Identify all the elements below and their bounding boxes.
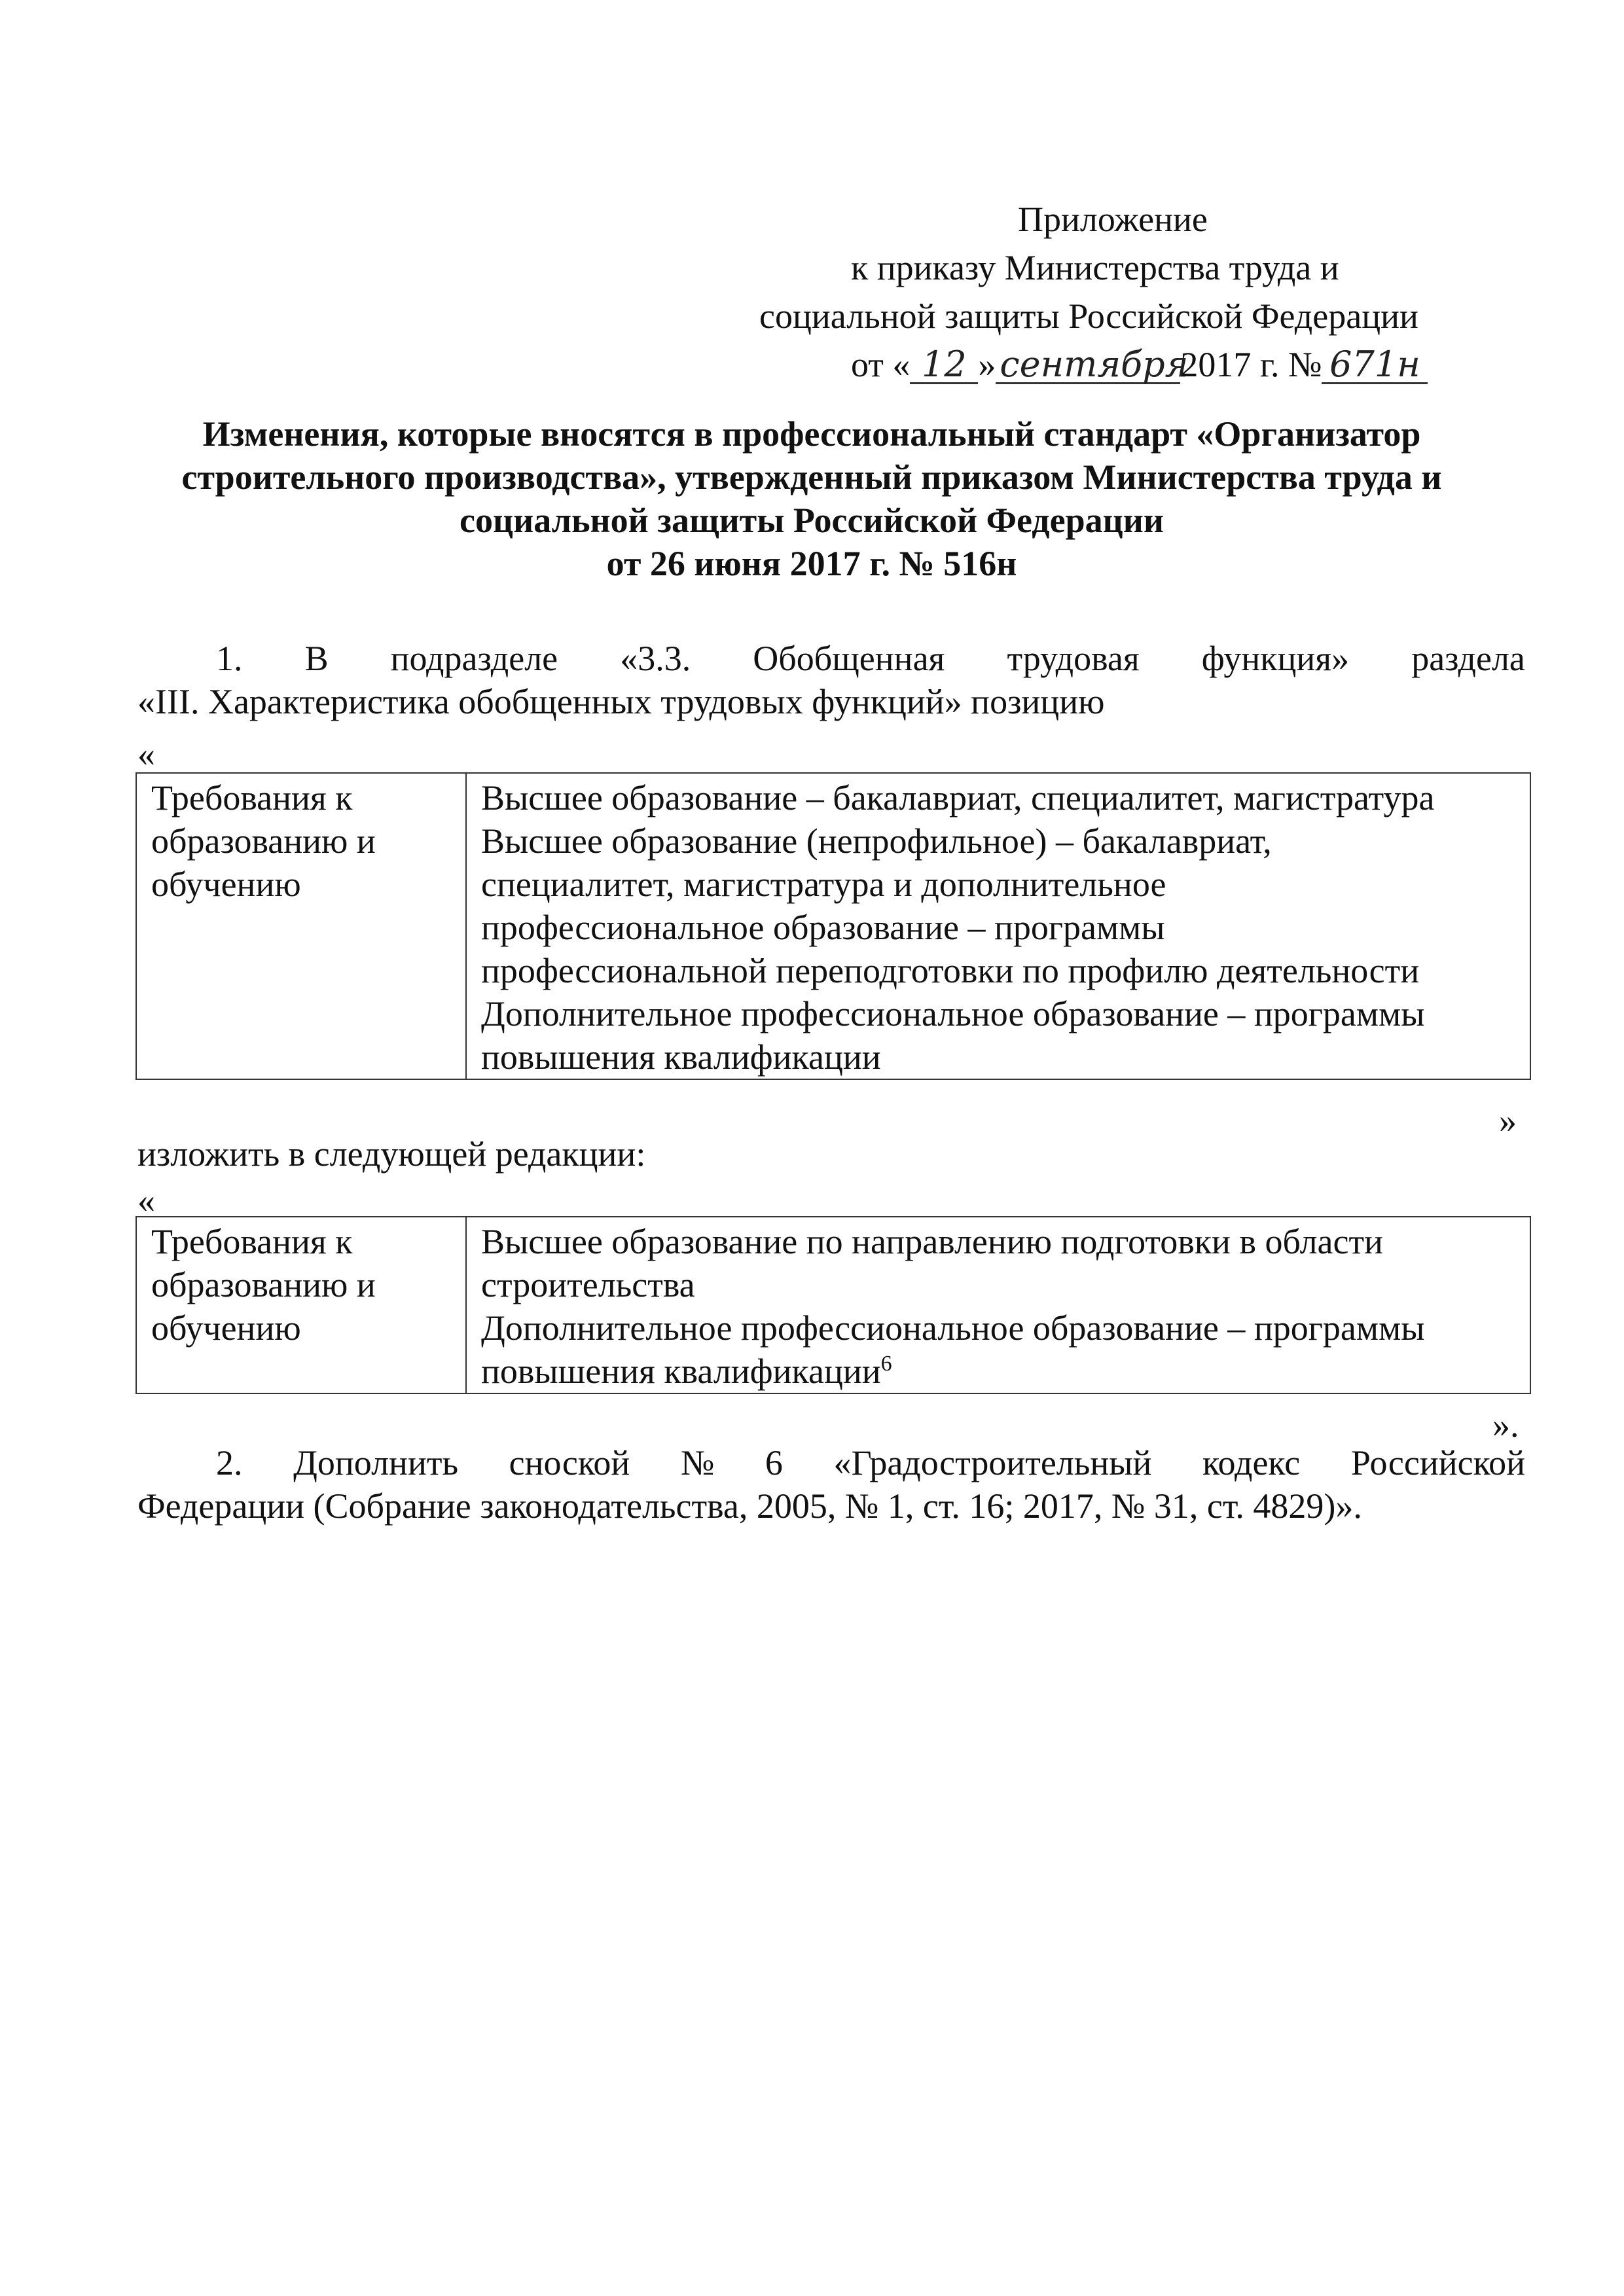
word: «3.3. <box>620 639 691 678</box>
requirements-table-old <box>135 772 1531 1080</box>
word: трудовая <box>1007 639 1140 678</box>
value-line: Высшее образование (непрофильное) – бакалавриат, <box>481 821 1272 861</box>
title-line: Изменения, которые вносятся в профессиональный стандарт «Организатор <box>202 414 1421 454</box>
word: 6 <box>765 1443 783 1482</box>
label-line: обучению <box>151 1308 301 1348</box>
handwritten-order-number: 671н <box>1322 347 1428 384</box>
word: В <box>304 639 329 678</box>
footnote-mark: 6 <box>880 1352 892 1376</box>
value-line: Высшее образование – бакалавриат, специалитет, магистратура <box>481 778 1435 817</box>
value-line: повышения квалификации <box>481 1037 881 1077</box>
item-1-first-line <box>137 637 1525 680</box>
close-quote: » <box>1499 1101 1517 1140</box>
handwritten-month: сентября <box>996 347 1180 384</box>
label-line: обучению <box>151 865 301 904</box>
word: 1. <box>216 639 243 678</box>
word: № <box>680 1443 715 1482</box>
value-line <box>481 1350 1518 1393</box>
word: функция» <box>1201 639 1350 678</box>
value-line: Дополнительное профессиональное образование – программы <box>481 1308 1425 1348</box>
requirements-label-cell <box>136 773 466 1079</box>
close-quote-final: ». <box>1492 1405 1519 1444</box>
value-text: повышения квалификации <box>481 1352 881 1391</box>
title-line: социальной защиты Российской Федерации <box>460 501 1164 540</box>
value-line: профессиональной переподготовки по профилю деятельности <box>481 951 1420 990</box>
word: Дополнить <box>293 1443 459 1482</box>
requirements-value-cell <box>466 773 1530 1079</box>
item-2-paragraph <box>137 1441 1525 1528</box>
table-row <box>136 773 1530 1079</box>
document-title <box>131 412 1492 585</box>
word: раздела <box>1411 639 1525 678</box>
word: кодекс <box>1202 1443 1301 1482</box>
appendix-order-ref: к приказу Министерства труда и <box>851 248 1339 287</box>
item-2-second-line: Федерации (Собрание законодательства, 2005, № 1, ст. 16; 2017, № 31, ст. 4829)». <box>137 1486 1362 1526</box>
label-line: образованию и <box>151 821 376 861</box>
item-1-paragraph <box>137 637 1525 723</box>
word: «Градостроительный <box>833 1443 1152 1482</box>
item-2-first-line <box>137 1441 1525 1484</box>
requirements-label-cell <box>136 1217 466 1393</box>
word: Российской <box>1350 1443 1525 1482</box>
appendix-ministry: социальной защиты Российской Федерации <box>759 296 1418 336</box>
date-prefix: от « <box>851 345 911 384</box>
value-line: строительства <box>481 1265 695 1304</box>
appendix-title: Приложение <box>1018 200 1208 239</box>
title-line: от 26 июня 2017 г. № 516н <box>606 544 1017 583</box>
title-line: строительного производства», утвержденный приказом Министерства труда и <box>181 457 1442 497</box>
date-year: 2017 г. № <box>1180 345 1322 384</box>
handwritten-day: 12 <box>910 347 978 384</box>
value-line: специалитет, магистратура и дополнительное <box>481 865 1166 904</box>
requirements-table-new <box>135 1216 1531 1394</box>
appendix-date-line <box>851 340 1428 389</box>
item-1-second-line: «III. Характеристика обобщенных трудовых функций» позицию <box>137 682 1105 721</box>
word: сноской <box>509 1443 630 1482</box>
word: Обобщенная <box>753 639 945 678</box>
replace-instruction: изложить в следующей редакции: <box>137 1134 646 1174</box>
value-line: Высшее образование по направлению подготовки в области <box>481 1222 1383 1261</box>
word: подразделе <box>390 639 558 678</box>
date-mid: » <box>978 345 996 384</box>
open-quote: « <box>137 734 155 774</box>
word: 2. <box>216 1443 243 1482</box>
value-line: Дополнительное профессиональное образование – программы <box>481 994 1425 1033</box>
value-line: профессиональное образование – программы <box>481 908 1165 947</box>
requirements-value-cell <box>466 1217 1530 1393</box>
label-line: Требования к <box>151 778 353 817</box>
label-line: Требования к <box>151 1222 353 1261</box>
open-quote: « <box>137 1181 155 1220</box>
label-line: образованию и <box>151 1265 376 1304</box>
table-row <box>136 1217 1530 1393</box>
